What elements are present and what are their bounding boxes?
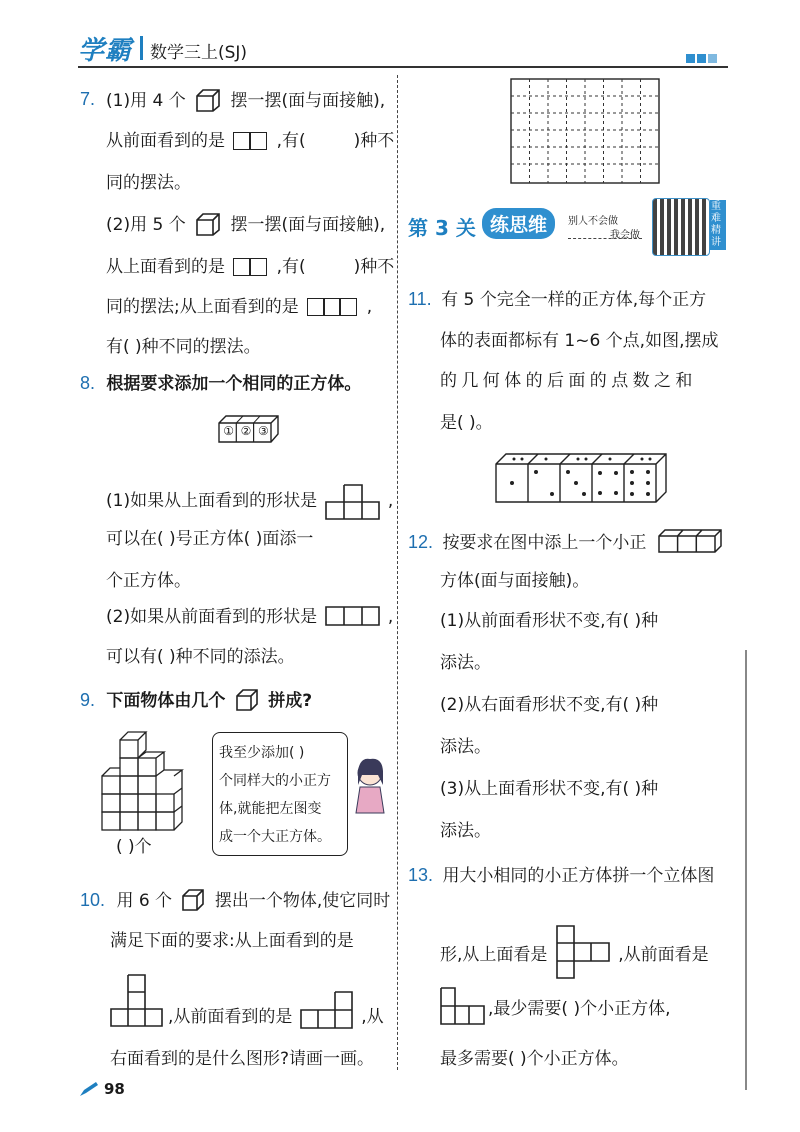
q7-p1-line1: (1)用 4 个 摆一摆(面与面接触), [106,88,385,112]
q10-line2: 满足下面的要求:从上面看到的是 [110,931,354,951]
shape-2-row [234,132,267,150]
header-divider [140,36,143,60]
drawing-grid [510,78,660,188]
header [78,30,728,70]
page-edge [745,650,747,1090]
q8-title: 8. 根据要求添加一个相同的正方体。 [80,373,362,394]
q11-line4: 是( )。 [440,413,493,433]
shape-front-view [325,606,381,626]
q12-p2: (2)从右面看形状不变,有( )种 [440,695,659,715]
q7-p1-line2: 从前面看到的是 ,有( )种不 [106,131,395,151]
header-subject: 数学三上(SJ) [150,43,248,63]
shape-2-row [234,258,267,276]
q8-p2-line1: (2)如果从前面看到的形状是 , [106,607,394,627]
q8-p2-line2: 可以有( )种不同的添法。 [106,647,295,667]
q10-line4: 右面看到的是什么图形?请画一画。 [110,1049,375,1069]
section-label: 第 3 关 [408,216,476,240]
qr-code-icon [652,198,710,256]
shape-3-row [308,298,357,316]
q11-dice-figure [494,452,668,508]
q7-number: 7. [80,89,96,109]
q13-line4: 最多需要( )个小正方体。 [440,1049,629,1069]
q8-cube-figure [218,414,280,448]
q10-line3: ,从前面看到的是 ,从 [168,990,384,1030]
q9-answer: ( )个 [116,837,152,857]
q12-p3: (3)从上面看形状不变,有( )种 [440,779,659,799]
section-banner [408,201,748,262]
cube-icon [181,888,205,912]
q12-line1: 12. 按要求在图中添上一个小正 [408,528,722,554]
girl-illustration [350,755,390,819]
section-slogan-1: 别人不会做 [568,216,618,227]
q7-p2-line4: 有( )种不同的摆法。 [106,337,261,357]
q7-p2-line3: 同的摆法;从上面看到的是 , [106,297,373,317]
q9-stack-figure [100,730,184,838]
cube-icon [195,88,221,112]
q12-cube-figure [658,528,722,554]
bubble-line-4: 成一个大正方体。 [219,829,331,845]
bubble-line-1: 我至少添加( ) [219,745,305,761]
header-squares [686,48,717,67]
bubble-line-2: 个同样大的小正方 [219,773,331,789]
cube-icon [195,212,221,236]
q9-title: 9. 下面物体由几个 拼成? [80,690,313,711]
q7-p2-line2: 从上面看到的是 ,有( )种不 [106,257,395,277]
q8-p1-line2: 可以在( )号正方体( )面添一 [106,529,314,549]
qr-label: 重难精讲 [710,200,726,250]
q10-top-view-shape [110,972,164,1032]
shape-top-view [325,484,381,520]
q10-front-view-shape [300,990,354,1030]
q12-p2b: 添法。 [440,737,491,757]
q13-line2: 形,从上面看是 ,从前面看是 [440,924,709,980]
page-number: 98 [104,1080,125,1098]
pencil-icon [78,1080,100,1102]
q11-line2: 体的表面都标有 1~6 个点,如图,摆成 [440,331,719,351]
q8-p1-line1: (1)如果从上面看到的形状是 , [106,484,393,520]
cube-label-3: ③ [257,424,269,438]
q12-p3b: 添法。 [440,821,491,841]
q13-line3: ,最少需要( )个小正方体, [488,999,671,1019]
q13-front-view-shape [440,986,486,1030]
cube-label-2: ② [240,424,252,438]
q13-line1: 13. 用大小相同的小正方体拼一个立体图 [408,865,715,886]
brand-logo: 学霸 [78,36,133,66]
q12-p1: (1)从前面看形状不变,有( )种 [440,611,659,631]
column-divider [397,75,398,1070]
q10-line1: 10. 用 6 个 摆出一个物体,使它同时 [80,890,391,911]
section-slogan-2: 我会做 [610,230,640,241]
q12-line2: 方体(面与面接触)。 [440,571,590,591]
bubble-line-3: 体,就能把左图变 [219,801,322,817]
q9-speech-bubble [212,732,348,856]
q13-top-view-shape [555,924,611,980]
q7-p1-line3: 同的摆法。 [106,173,191,193]
q11-line3: 的几何体的后面的点数之和 [440,371,697,391]
section-slogan-line [568,238,642,239]
q8-p1-line3: 个正方体。 [106,571,191,591]
header-rule [78,66,728,68]
cube-icon [235,688,259,712]
cube-label-1: ① [223,424,235,438]
q12-p1b: 添法。 [440,653,491,673]
q7-p2-line1: (2)用 5 个 摆一摆(面与面接触), [106,212,385,236]
q11-line1: 11. 有 5 个完全一样的正方体,每个正方 [408,289,707,310]
section-title: 练思维 [482,208,555,239]
